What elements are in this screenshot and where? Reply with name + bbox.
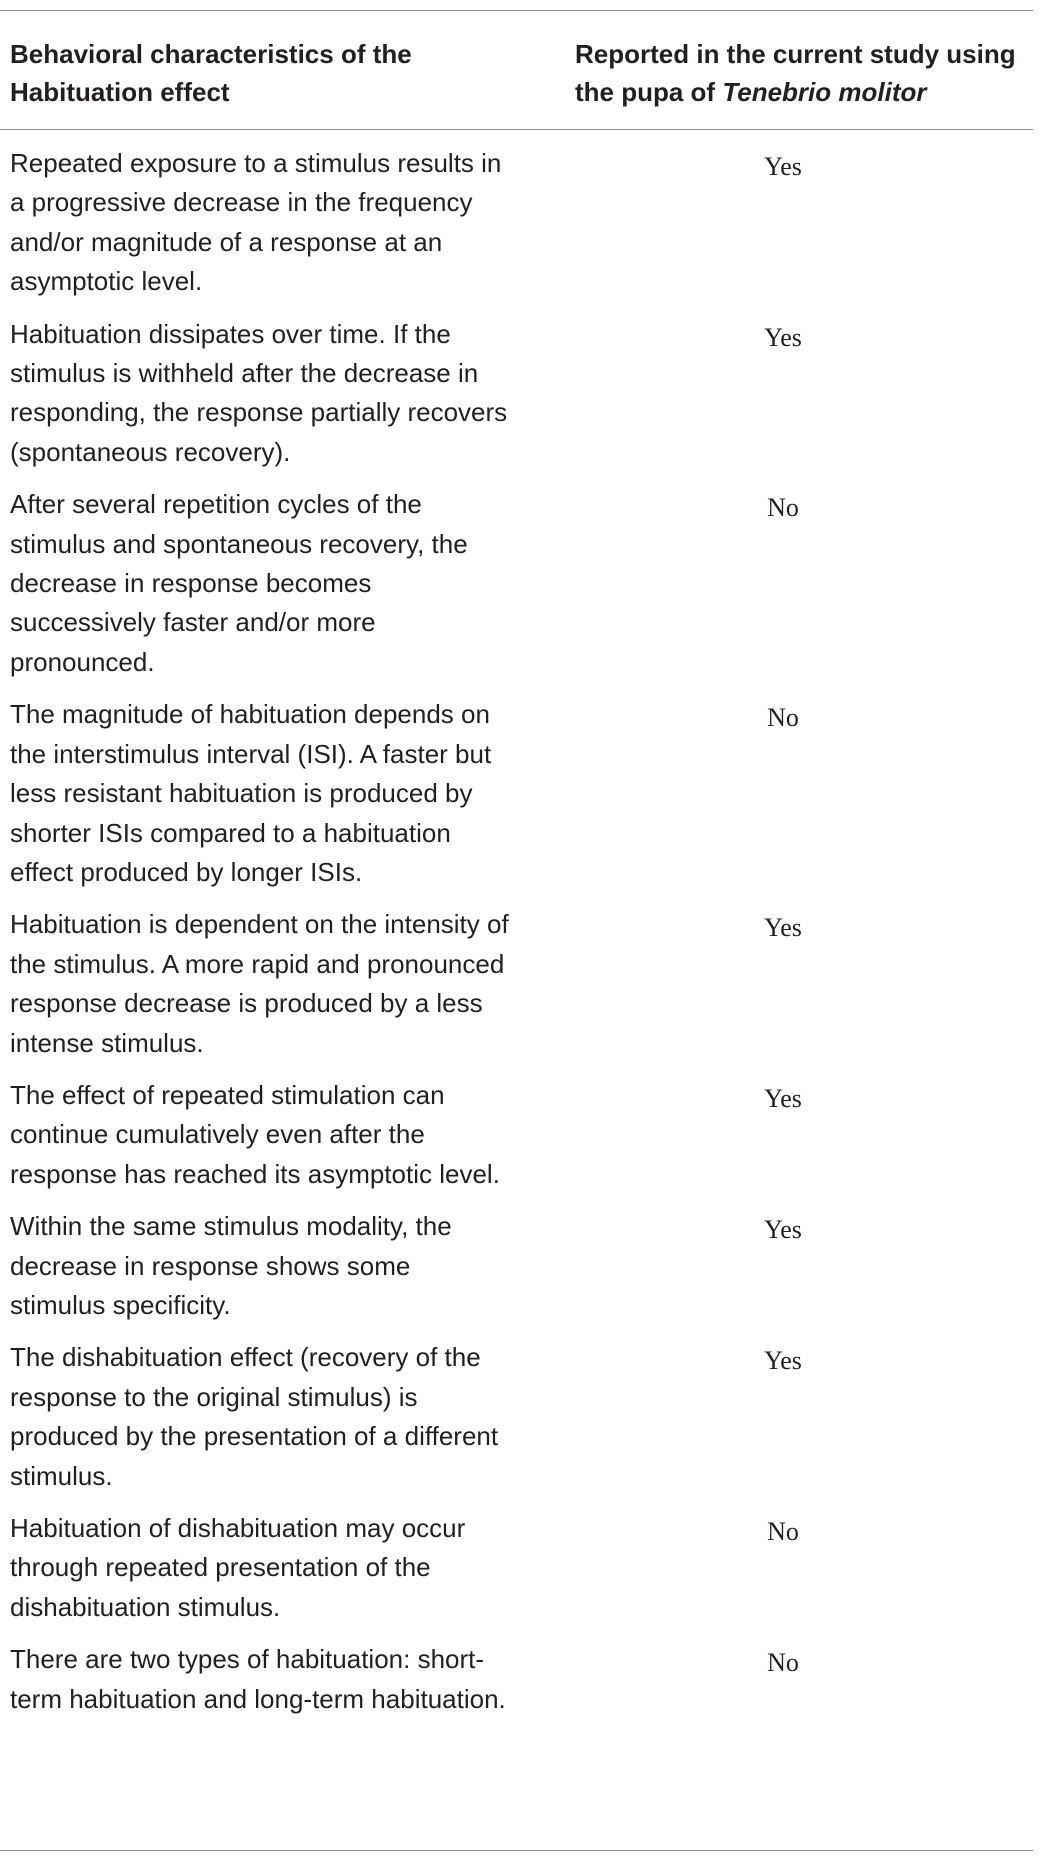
header-reported-prefix: Reported in the current study using the pupa of xyxy=(575,39,1016,107)
table-row xyxy=(0,485,1033,682)
table-row xyxy=(0,1640,1033,1719)
table-row xyxy=(0,695,1033,892)
table-header xyxy=(0,11,1033,129)
row-characteristic: Repeated exposure to a stimulus results in a progressive decrease in the frequency and/or magnitude of a response at an asymptotic level. xyxy=(10,148,502,297)
row-characteristic: After several repetition cycles of the stimulus and spontaneous recovery, the decrease in response becomes successively faster and/or more pronounced. xyxy=(10,489,468,677)
row-reported: Yes xyxy=(764,152,802,181)
row-reported: Yes xyxy=(764,1083,802,1113)
row-reported: Yes xyxy=(764,1215,802,1245)
table-bottom-rule xyxy=(0,1850,1033,1851)
header-reported xyxy=(575,35,1035,111)
row-reported: No xyxy=(767,1517,799,1546)
row-characteristic: The dishabituation effect (recovery of the response to the original stimulus) is produced by the presentation of a different stimulus. xyxy=(10,1342,499,1491)
row-characteristic: Habituation is dependent on the intensity of the stimulus. A more rapid and pronounced response decrease is produced by a less intense stimulus. xyxy=(10,909,509,1058)
row-characteristic: There are two types of habituation: short-term habituation and long-term habituation. xyxy=(10,1644,506,1714)
row-characteristic: Habituation dissipates over time. If the stimulus is withheld after the decrease in responding, the response partially recovers (spontaneous recovery). xyxy=(10,318,508,467)
row-reported: No xyxy=(767,493,799,523)
row-characteristic: Habituation of dishabituation may occur through repeated presentation of the dishabituation stimulus. xyxy=(10,1513,466,1622)
row-characteristic: The effect of repeated stimulation can continue cumulatively even after the response has reached its asymptotic level. xyxy=(10,1079,500,1189)
table-body xyxy=(0,130,1033,1719)
row-reported: Yes xyxy=(764,1346,802,1376)
table-row xyxy=(0,1076,1033,1194)
row-reported: No xyxy=(767,1648,799,1678)
row-reported: Yes xyxy=(764,322,802,352)
row-characteristic: The magnitude of habituation depends on the interstimulus interval (ISI). A faster but less resistant habituation is produced by shorter ISIs compared to a habituation effect produced by longer ISIs. xyxy=(10,699,492,887)
header-characteristics: Behavioral characteristics of the Habituation effect xyxy=(10,39,412,107)
row-characteristic: Within the same stimulus modality, the decrease in response shows some stimulus specificity. xyxy=(10,1211,452,1320)
row-reported: No xyxy=(767,703,799,733)
table-row xyxy=(0,1207,1033,1325)
table-row xyxy=(0,315,1033,473)
header-species: Tenebrio molitor xyxy=(722,77,927,107)
row-reported: Yes xyxy=(764,913,802,943)
habituation-table xyxy=(0,10,1033,1732)
table-row xyxy=(0,144,1033,302)
table-row xyxy=(0,1509,1033,1627)
table-row xyxy=(0,1338,1033,1496)
table-row xyxy=(0,905,1033,1063)
